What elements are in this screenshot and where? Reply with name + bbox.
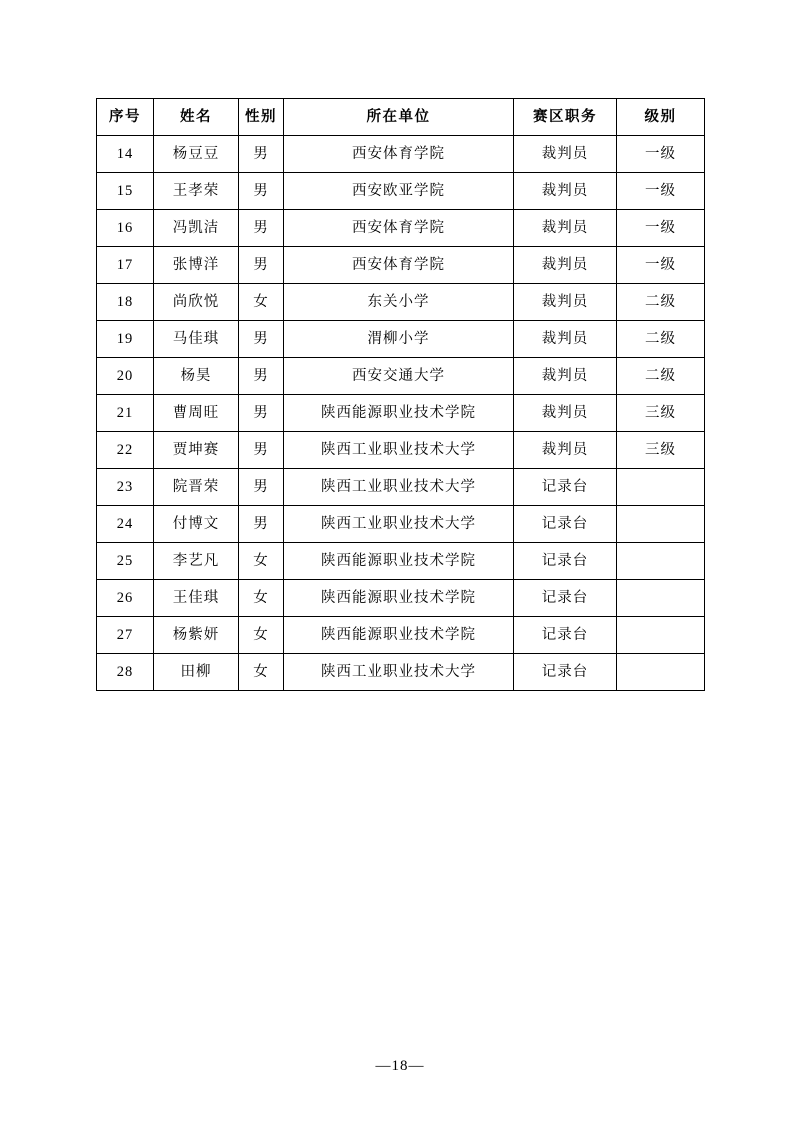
cell-index: 19 — [97, 321, 154, 358]
column-header-level: 级别 — [617, 99, 705, 136]
cell-role: 裁判员 — [514, 284, 617, 321]
cell-gender: 男 — [239, 173, 284, 210]
table-row — [97, 654, 705, 691]
cell-index: 23 — [97, 469, 154, 506]
cell-gender: 女 — [239, 580, 284, 617]
cell-gender: 男 — [239, 506, 284, 543]
cell-index: 18 — [97, 284, 154, 321]
cell-level: 一级 — [617, 173, 705, 210]
cell-index: 21 — [97, 395, 154, 432]
cell-level: 三级 — [617, 395, 705, 432]
table-row — [97, 247, 705, 284]
column-header-unit: 所在单位 — [284, 99, 514, 136]
cell-name: 杨紫妍 — [154, 617, 239, 654]
cell-level: 三级 — [617, 432, 705, 469]
cell-unit: 东关小学 — [284, 284, 514, 321]
cell-gender: 女 — [239, 543, 284, 580]
cell-role: 记录台 — [514, 543, 617, 580]
table-row — [97, 321, 705, 358]
cell-name: 贾坤赛 — [154, 432, 239, 469]
cell-gender: 女 — [239, 617, 284, 654]
cell-name: 张博洋 — [154, 247, 239, 284]
cell-name: 冯凯洁 — [154, 210, 239, 247]
column-header-index: 序号 — [97, 99, 154, 136]
cell-gender: 男 — [239, 395, 284, 432]
cell-name: 王孝荣 — [154, 173, 239, 210]
cell-index: 20 — [97, 358, 154, 395]
cell-role: 裁判员 — [514, 432, 617, 469]
table-row — [97, 506, 705, 543]
cell-unit: 陕西工业职业技术大学 — [284, 432, 514, 469]
cell-role: 裁判员 — [514, 247, 617, 284]
column-header-name: 姓名 — [154, 99, 239, 136]
cell-level: 一级 — [617, 247, 705, 284]
table-row — [97, 617, 705, 654]
cell-role: 裁判员 — [514, 358, 617, 395]
cell-unit: 西安交通大学 — [284, 358, 514, 395]
cell-index: 26 — [97, 580, 154, 617]
cell-role: 记录台 — [514, 469, 617, 506]
table-row — [97, 469, 705, 506]
cell-index: 24 — [97, 506, 154, 543]
cell-unit: 西安体育学院 — [284, 247, 514, 284]
table-row — [97, 284, 705, 321]
cell-name: 田柳 — [154, 654, 239, 691]
page-number: —18— — [375, 1058, 425, 1074]
table-row — [97, 358, 705, 395]
column-header-role: 赛区职务 — [514, 99, 617, 136]
table-row — [97, 580, 705, 617]
cell-level: 一级 — [617, 210, 705, 247]
cell-level — [617, 543, 705, 580]
cell-gender: 男 — [239, 432, 284, 469]
table-row — [97, 395, 705, 432]
table-row — [97, 136, 705, 173]
table-row — [97, 173, 705, 210]
cell-gender: 女 — [239, 284, 284, 321]
cell-index: 17 — [97, 247, 154, 284]
referee-roster-table-container — [96, 98, 704, 691]
cell-unit: 陕西能源职业技术学院 — [284, 543, 514, 580]
table-header — [97, 99, 705, 136]
cell-index: 16 — [97, 210, 154, 247]
cell-name: 杨豆豆 — [154, 136, 239, 173]
cell-index: 15 — [97, 173, 154, 210]
cell-unit: 西安欧亚学院 — [284, 173, 514, 210]
cell-name: 尚欣悦 — [154, 284, 239, 321]
cell-role: 记录台 — [514, 654, 617, 691]
cell-index: 25 — [97, 543, 154, 580]
cell-index: 28 — [97, 654, 154, 691]
cell-index: 14 — [97, 136, 154, 173]
cell-unit: 陕西能源职业技术学院 — [284, 395, 514, 432]
cell-name: 院晋荣 — [154, 469, 239, 506]
cell-unit: 陕西工业职业技术大学 — [284, 506, 514, 543]
cell-level — [617, 506, 705, 543]
table-body — [97, 136, 705, 691]
cell-gender: 男 — [239, 321, 284, 358]
cell-role: 裁判员 — [514, 173, 617, 210]
cell-role: 裁判员 — [514, 136, 617, 173]
cell-level: 二级 — [617, 358, 705, 395]
cell-role: 记录台 — [514, 580, 617, 617]
cell-gender: 男 — [239, 136, 284, 173]
table-header-row — [97, 99, 705, 136]
cell-name: 曹周旺 — [154, 395, 239, 432]
cell-gender: 女 — [239, 654, 284, 691]
cell-unit: 陕西工业职业技术大学 — [284, 654, 514, 691]
cell-index: 22 — [97, 432, 154, 469]
cell-level — [617, 469, 705, 506]
cell-gender: 男 — [239, 210, 284, 247]
cell-gender: 男 — [239, 469, 284, 506]
cell-unit: 西安体育学院 — [284, 210, 514, 247]
cell-name: 杨昊 — [154, 358, 239, 395]
cell-name: 李艺凡 — [154, 543, 239, 580]
cell-level: 二级 — [617, 321, 705, 358]
cell-role: 裁判员 — [514, 395, 617, 432]
cell-unit: 西安体育学院 — [284, 136, 514, 173]
cell-level: 二级 — [617, 284, 705, 321]
table-row — [97, 543, 705, 580]
cell-level — [617, 580, 705, 617]
cell-role: 记录台 — [514, 617, 617, 654]
cell-role: 裁判员 — [514, 321, 617, 358]
cell-unit: 陕西能源职业技术学院 — [284, 580, 514, 617]
table-row — [97, 432, 705, 469]
cell-index: 27 — [97, 617, 154, 654]
cell-role: 裁判员 — [514, 210, 617, 247]
cell-level — [617, 617, 705, 654]
table-row — [97, 210, 705, 247]
cell-unit: 陕西能源职业技术学院 — [284, 617, 514, 654]
referee-roster-table — [96, 98, 705, 691]
column-header-gender: 性别 — [239, 99, 284, 136]
cell-level — [617, 654, 705, 691]
cell-unit: 陕西工业职业技术大学 — [284, 469, 514, 506]
cell-level: 一级 — [617, 136, 705, 173]
cell-gender: 男 — [239, 358, 284, 395]
cell-name: 付博文 — [154, 506, 239, 543]
cell-unit: 渭柳小学 — [284, 321, 514, 358]
cell-name: 马佳琪 — [154, 321, 239, 358]
cell-name: 王佳琪 — [154, 580, 239, 617]
cell-gender: 男 — [239, 247, 284, 284]
cell-role: 记录台 — [514, 506, 617, 543]
